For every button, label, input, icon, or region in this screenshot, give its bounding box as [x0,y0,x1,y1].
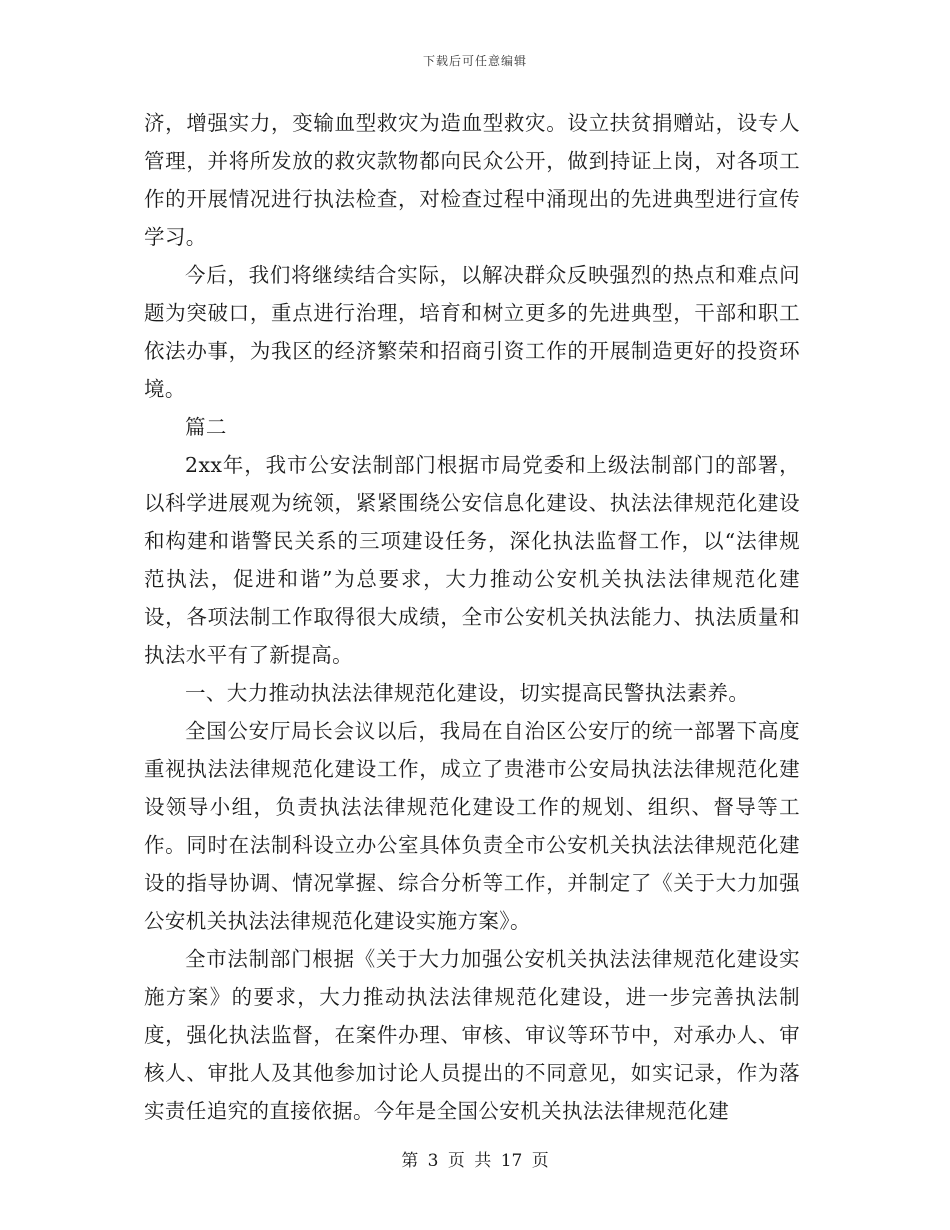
paragraph: 全市法制部门根据《关于大力加强公安机关执法法律规范化建设实施方案》的要求，大力推动执法法律规范化建设，进一步完善执法制度，强化执法监督，在案件办理、审核、审议等环节中，对承办人、审核人、审批人及其他参加讨论人员提出的不同意见，如实记录，作为落实责任追究的直接依据。今年是全国公安机关执法法律规范化建 [144,947,800,1123]
paragraph: 全国公安厅局长会议以后，我局在自治区公安厅的统一部署下高度重视执法法律规范化建设工作，成立了贵港市公安局执法法律规范化建设领导小组，负责执法法律规范化建设工作的规划、组织、督导等工作。同时在法制科设立办公室具体负责全市公安机关执法法律规范化建设的指导协调、情况掌握、综合分析等工作，并制定了《关于大力加强公安机关执法法律规范化建设实施方案》。 [144,719,800,933]
subsection-heading: 一、大力推动执法法律规范化建设，切实提高民警执法素养。 [185,681,750,705]
paragraph-continued: 济，增强实力，变输血型救灾为造血型救灾。设立扶贫捐赠站，设专人管理，并将所发放的救灾款物都向民众公开，做到持证上岗，对各项工作的开展情况进行执法检查，对检查过程中涌现出的先进典型进行宣传学习。 [144,111,800,249]
section-heading: 篇二 [185,415,227,439]
paragraph: 2xx年，我市公安法制部门根据市局党委和上级法制部门的部署，以科学进展观为统领，紧紧围绕公安信息化建设、执法法律规范化建设和构建和谐警民关系的三项建设任务，深化执法监督工作，以“法律规范执法，促进和谐”为总要求，大力推动公安机关执法法律规范化建设，各项法制工作取得很大成绩，全市公安机关执法能力、执法质量和执法水平有了新提高。 [144,453,800,667]
document-body [144,104,800,1130]
header-note: 下载后可任意编辑 [422,54,527,68]
paragraph: 今后，我们将继续结合实际，以解决群众反映强烈的热点和难点问题为突破口，重点进行治理，培育和树立更多的先进典型，干部和职工依法办事，为我区的经济繁荣和招商引资工作的开展制造更好的投资环境。 [144,263,800,401]
page-number: 第 3 页 共 17 页 [401,1151,549,1171]
